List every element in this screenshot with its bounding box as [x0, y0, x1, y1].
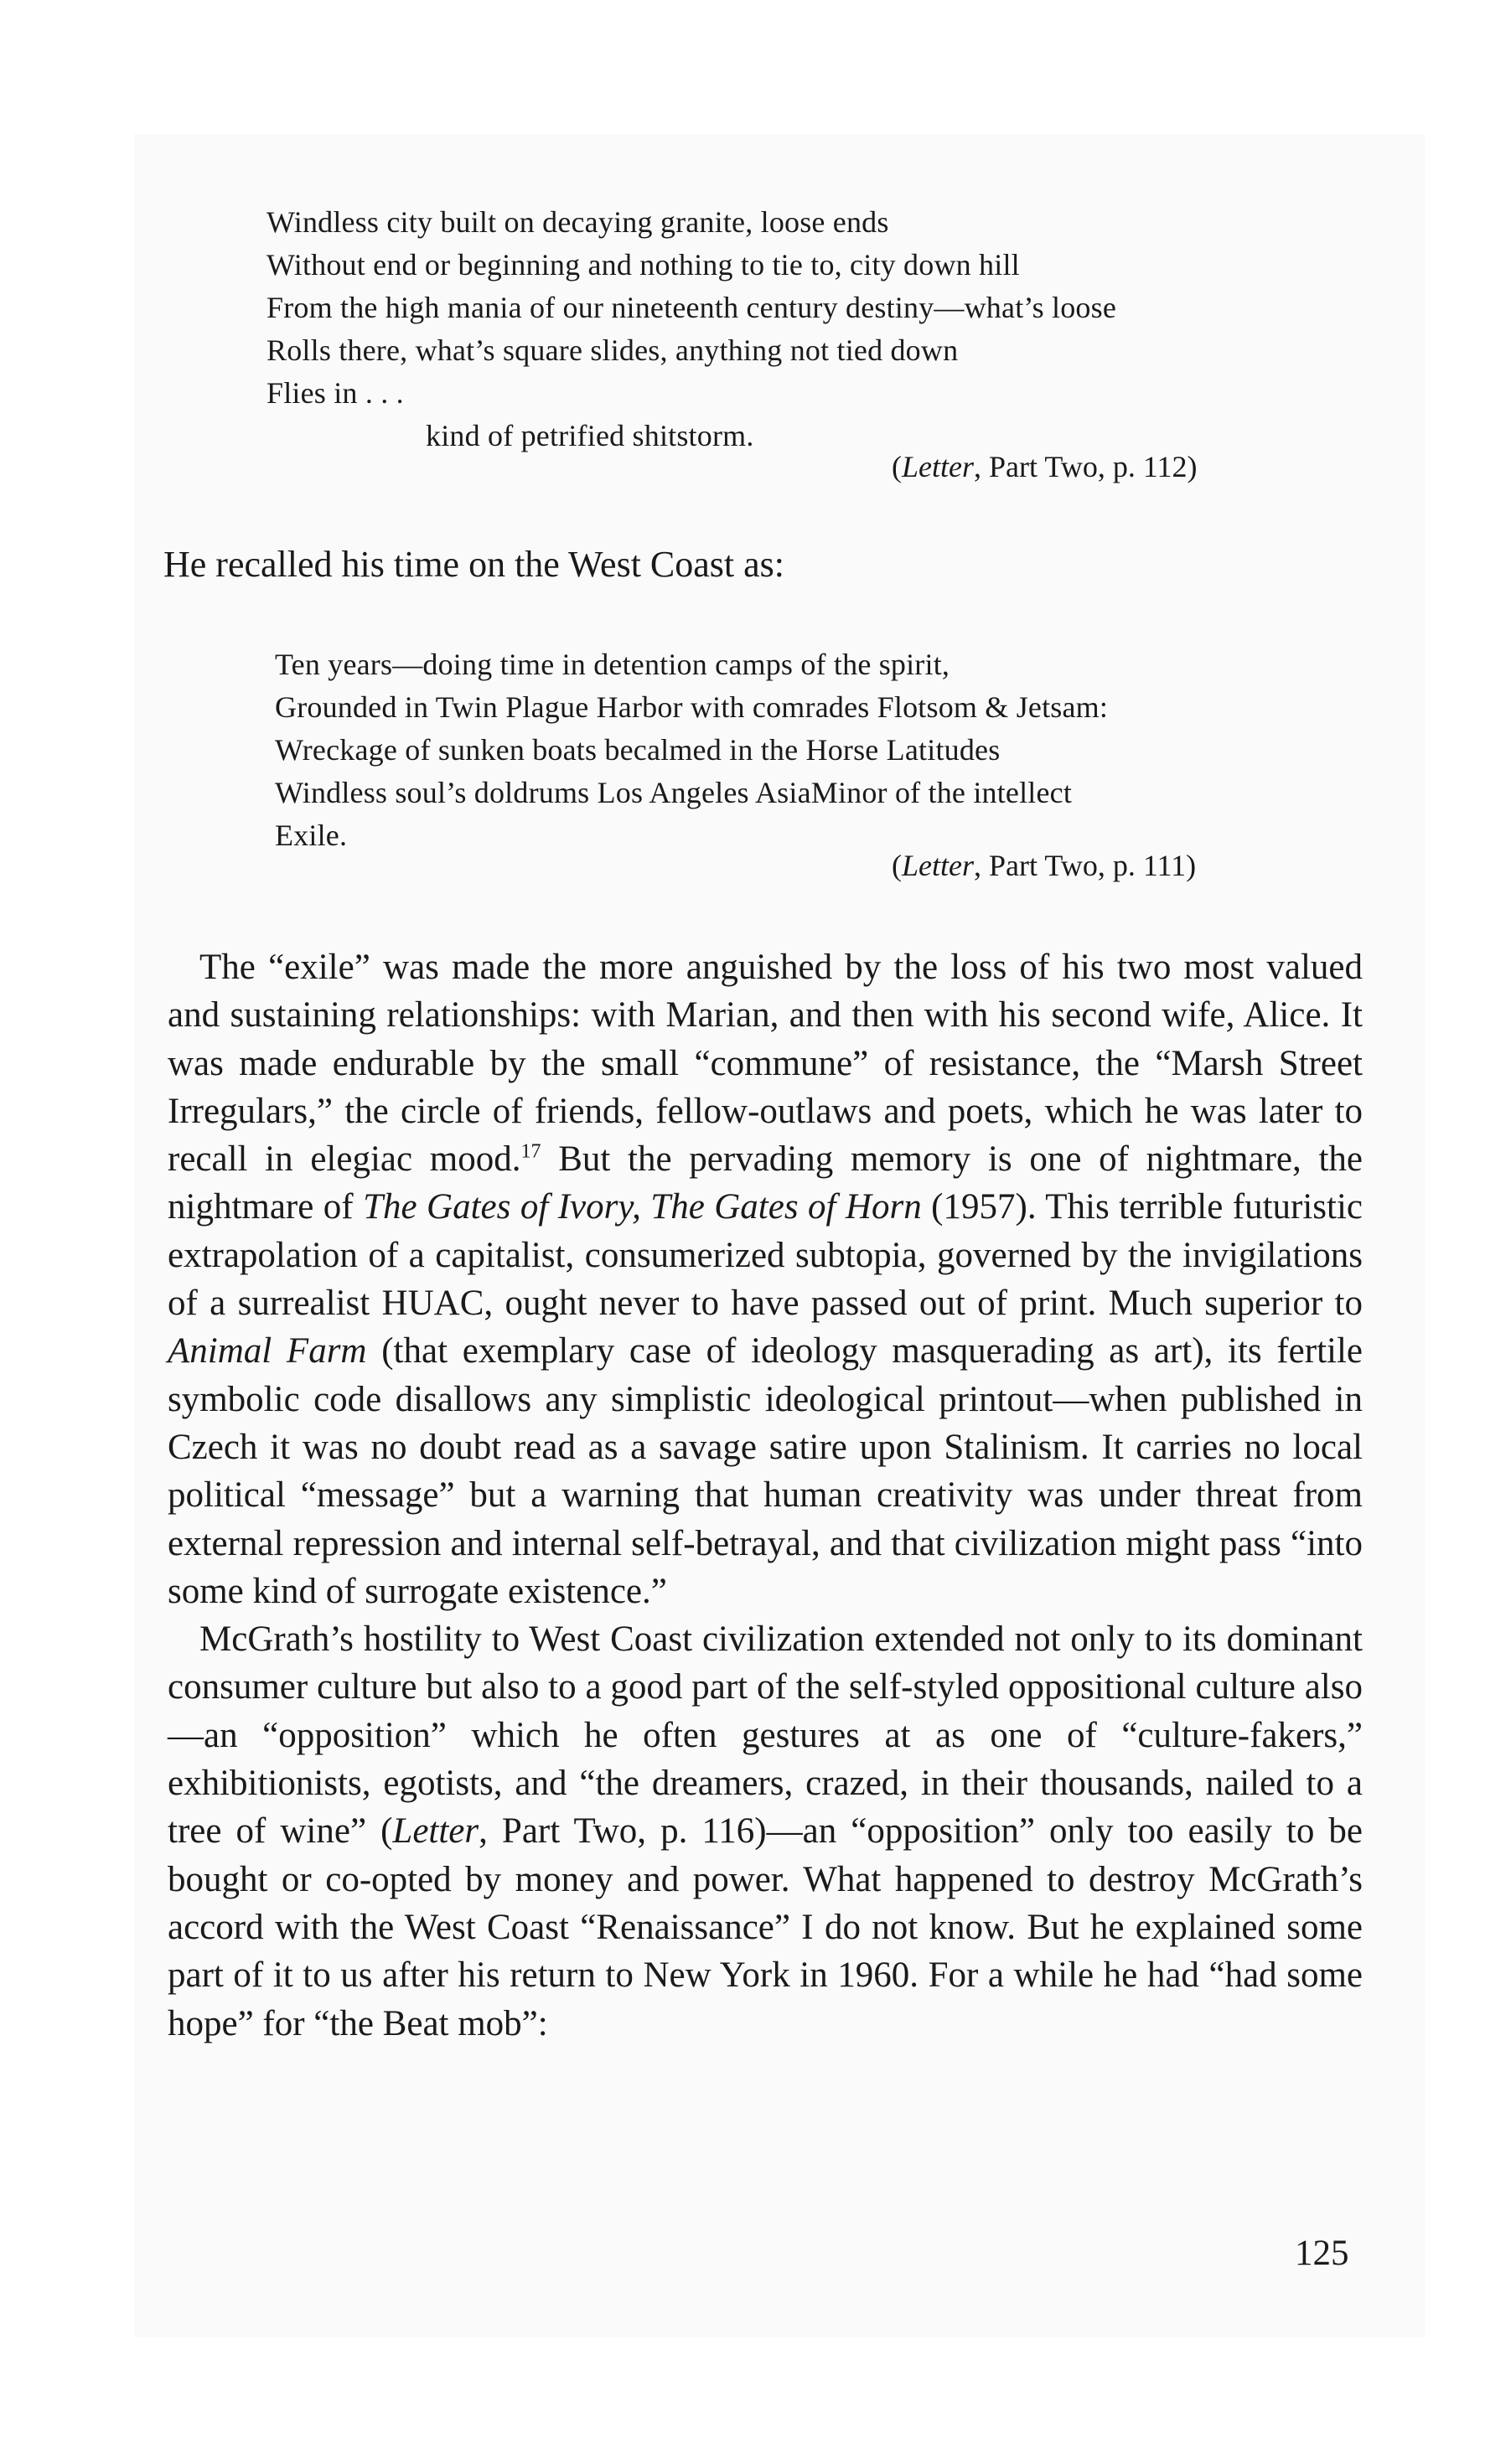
citation-rest: , Part Two, p. 111) — [974, 849, 1197, 882]
poem-excerpt-1 — [266, 201, 1116, 457]
poem-line: Wreckage of sunken boats becalmed in the Horse Latitudes — [275, 733, 1001, 767]
book-title: Animal Farm — [168, 1331, 367, 1371]
citation-open: ( — [892, 849, 902, 882]
poem-line: Rolls there, what’s square slides, anything not tied down — [266, 333, 959, 367]
book-title: The Gates of Ivory, The Gates of Horn — [363, 1187, 922, 1227]
poem-line: Exile. — [275, 819, 348, 852]
paragraph-text: , Part Two, p. 116)—an “opposition” only too easily to be bought or co-opted by money and power. What happened to destroy McGrath’s accord with the West Coast “Renaissance” I do not know. But he explained some part of it to us after his return to New York in 1960. For a while he had “had some hope” for “the Beat mob”: — [168, 1811, 1363, 2043]
body-text — [168, 943, 1363, 2048]
page-number: 125 — [1295, 2234, 1349, 2273]
lead-in-sentence: He recalled his time on the West Coast as: — [163, 544, 785, 585]
poem-2-citation — [892, 848, 1196, 883]
poem-line: Windless soul’s doldrums Los Angeles AsiaMinor of the intellect — [275, 776, 1073, 809]
poem-1-citation — [892, 449, 1197, 484]
paragraph — [168, 1615, 1363, 2048]
poem-line: kind of petrified shitstorm. — [426, 419, 754, 452]
paragraph-text: (that exemplary case of ideology masquerading as art), its fertile symbolic code disallows any simplistic ideological printout—when published in Czech it was no doubt read as a savage satire upon Stalinism. It carries no local political “message” but a warning that human creativity was under threat from external repression and internal self-betrayal, and that civilization might pass “into some kind of surrogate existence.” — [168, 1331, 1363, 1611]
book-title: Letter — [392, 1811, 479, 1852]
paragraph-text: McGrath’s hostility to West Coast civilization extended not only to its dominant consumer culture but also to a good part of the self-styled oppositional culture also—an “opposition” which he often gestures at as one of “culture-fakers,” exhibitionists, egotists, and “the dreamers, crazed, in their thousands, nailed to a tree of wine” ( — [168, 1619, 1363, 1852]
poem-line: Windless city built on decaying granite, loose ends — [266, 205, 889, 239]
poem-excerpt-2 — [275, 643, 1108, 857]
paragraph-text: (1957). This terrible futuristic extrapolation of a capitalist, consumerized subtopia, governed by the invigilations of a surrealist HUAC, ought never to have passed out of print. Much superior to — [168, 1187, 1364, 1324]
poem-line: Flies in . . . — [266, 376, 404, 410]
footnote-marker: 17 — [520, 1140, 541, 1163]
poem-line: Without end or beginning and nothing to tie to, city down hill — [266, 248, 1020, 282]
poem-line: From the high mania of our nineteenth century destiny—what’s loose — [266, 291, 1116, 324]
poem-line: Ten years—doing time in detention camps of the spirit, — [275, 648, 950, 681]
citation-title: Letter — [902, 450, 974, 483]
citation-open: ( — [892, 450, 902, 483]
citation-title: Letter — [902, 849, 974, 882]
paragraph-text: But the pervading memory is one of nightmare, the nightmare of — [168, 1139, 1364, 1227]
paragraph-text: The “exile” was made the more anguished by the loss of his two most valued and sustaining relationships: with Marian, and then with his second wife, Alice. It was made endurable by the small “commune” of resistance, the “Marsh Street Irregulars,” the circle of friends, fellow-outlaws and poets, which he was later to recall in elegiac mood. — [168, 948, 1363, 1180]
paragraph — [168, 943, 1363, 1615]
poem-line: Grounded in Twin Plague Harbor with comrades Flotsom & Jetsam: — [275, 690, 1109, 724]
citation-rest: , Part Two, p. 112) — [974, 450, 1198, 483]
